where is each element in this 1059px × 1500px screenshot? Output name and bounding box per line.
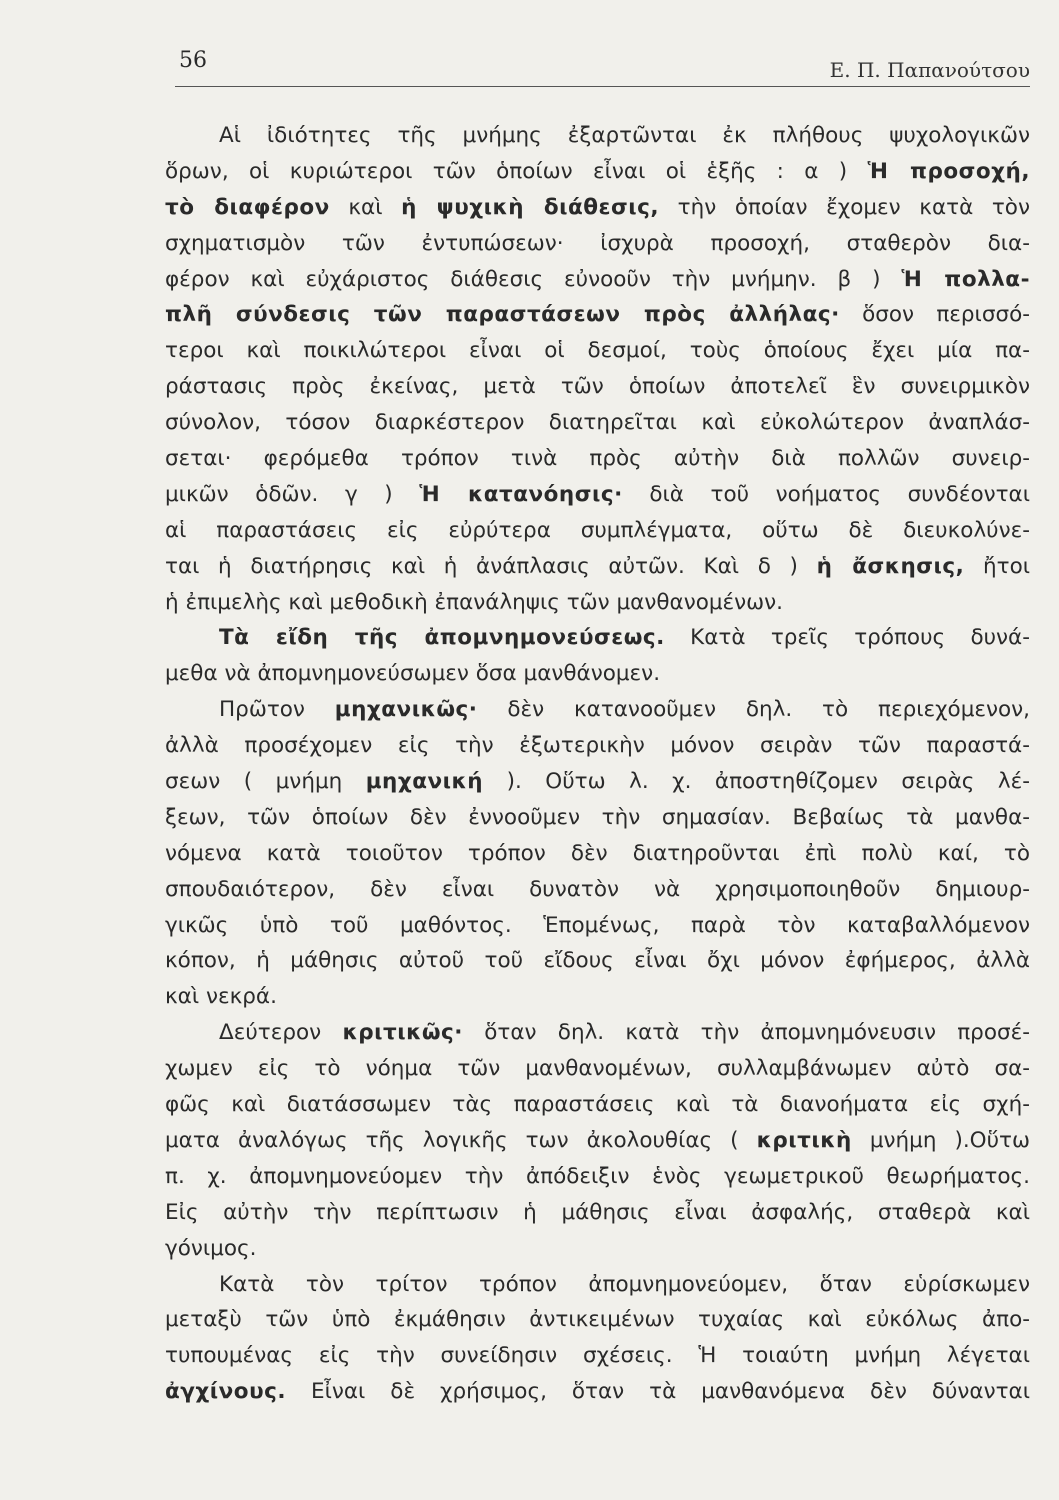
text-run: σεται· φερόμεθα τρόπον τινὰ πρὸς αὐτὴν διὰ πολλῶν συνειρ- <box>165 446 1030 472</box>
text-run: ἤτοι <box>964 553 1031 579</box>
text-line <box>165 656 1030 692</box>
text-run: Δεύτερον <box>219 1020 343 1046</box>
text-run: χωμεν εἰς τὸ νόημα τῶν μανθανομένων, συλλαμβάνωμεν αὐτὸ σα- <box>165 1056 1030 1082</box>
text-line <box>165 1374 1030 1410</box>
paragraph <box>165 1267 1030 1411</box>
text-line <box>165 1231 1030 1267</box>
text-line <box>165 800 1030 836</box>
text-line <box>165 118 1030 154</box>
text-run: καὶ νεκρά. <box>165 984 277 1010</box>
text-run: γόνιμος. <box>165 1235 257 1261</box>
text-line <box>165 154 1030 190</box>
text-run: αἱ παραστάσεις εἰς εὐρύτερα συμπλέγματα, οὕτω δὲ διευκολύνε- <box>165 517 1030 543</box>
text-line <box>165 764 1030 800</box>
text-run: τεροι καὶ ποικιλώτεροι εἶναι οἱ δεσμοί, τοὺς ὁποίους ἔχει μία πα- <box>165 338 1030 364</box>
paragraph <box>165 620 1030 692</box>
bold-term: ἡ ψυχικὴ διάθεσις, <box>401 194 660 220</box>
text-run: ὅσον περισσό- <box>839 302 1030 328</box>
text-line <box>165 1087 1030 1123</box>
text-run: σύνολον, τόσον διαρκέστερον διατηρεῖται καὶ εὐκολώτερον ἀναπλάσ- <box>165 410 1030 436</box>
text-run: π. χ. ἀπομνημονεύομεν τὴν ἀπόδειξιν ἑνὸς γεωμετρικοῦ θεωρήματος. <box>165 1163 1030 1189</box>
header-rule <box>175 86 1030 87</box>
page-number: 56 <box>179 48 207 73</box>
text-line <box>165 908 1030 944</box>
text-run: Κατὰ τρεῖς τρόπους δυνά- <box>664 625 1030 651</box>
text-line <box>165 943 1030 979</box>
bold-term: πλῆ σύνδεσις τῶν παραστάσεων πρὸς ἀλλήλας· <box>165 302 840 328</box>
text-line <box>165 620 1030 656</box>
text-run: τὴν ὁποίαν ἔχομεν κατὰ τὸν <box>659 194 1030 220</box>
text-line <box>165 513 1030 549</box>
text-line <box>165 549 1030 585</box>
text-line <box>165 728 1030 764</box>
text-run: σπουδαιότερον, δὲν εἶναι δυνατὸν νὰ χρησιμοποιηθοῦν δημιουρ- <box>165 876 1030 902</box>
text-run: ὅρων, οἱ κυριώτεροι τῶν ὁποίων εἶναι οἱ ἑξῆς : α ) <box>165 158 868 184</box>
bold-term: κριτικὴ <box>756 1127 852 1153</box>
text-line <box>165 585 1030 621</box>
text-line <box>165 1015 1030 1051</box>
text-run: Αἱ ἰδιότητες τῆς μνήμης ἐξαρτῶνται ἐκ πλήθους ψυχολογικῶν <box>219 123 1030 148</box>
body-text <box>165 118 1030 1410</box>
text-line <box>165 692 1030 728</box>
text-line <box>165 1195 1030 1231</box>
bold-term: τὸ διαφέρον <box>165 194 330 220</box>
text-line <box>165 1267 1030 1303</box>
text-run: Εἶναι δὲ χρήσιμος, ὅταν τὰ μανθανόμενα δὲν δύνανται <box>286 1379 1030 1405</box>
text-run: ται ἡ διατήρησις καὶ ἡ ἀνάπλασις αὐτῶν. Καὶ δ ) <box>165 553 817 579</box>
text-line <box>165 1123 1030 1159</box>
bold-term: Ἡ προσοχή, <box>867 158 1030 184</box>
running-head: Ε. Π. Παπανούτσου <box>829 58 1030 82</box>
text-run: γικῶς ὑπὸ τοῦ μαθόντος. Ἑπομένως, παρὰ τὸν καταβαλλόμενον <box>165 912 1030 938</box>
text-run: καὶ <box>329 194 402 220</box>
text-line <box>165 836 1030 872</box>
text-run: Κατὰ τὸν τρίτον τρόπον ἀπομνημονεύομεν, ὅταν εὑρίσκωμεν <box>219 1271 1030 1297</box>
text-run: μεταξὺ τῶν ὑπὸ ἐκμάθησιν ἀντικειμένων τυχαίας καὶ εὐκόλως ἀπο- <box>165 1307 1030 1333</box>
text-run: ματα ἀναλόγως τῆς λογικῆς των ἀκολουθίας ( <box>165 1127 757 1153</box>
text-line <box>165 369 1030 405</box>
text-line <box>165 1302 1030 1338</box>
bold-term: κριτικῶς· <box>342 1020 463 1046</box>
bold-term: ἀγχίνους. <box>165 1379 287 1405</box>
text-run: ἡ ἐπιμελὴς καὶ μεθοδικὴ ἐπανάληψις τῶν μανθανομένων. <box>165 589 784 615</box>
text-line <box>165 441 1030 477</box>
text-run: ξεων, τῶν ὁποίων δὲν ἐννοοῦμεν τὴν σημασίαν. Βεβαίως τὰ μανθα- <box>165 804 1030 830</box>
text-run: ). Οὕτω λ. χ. ἀποστηθίζομεν σειρὰς λέ- <box>483 769 1030 795</box>
text-line <box>165 226 1030 262</box>
text-run: διὰ τοῦ νοήματος συνδέονται <box>622 481 1030 507</box>
text-line <box>165 262 1030 298</box>
text-run: ὅταν δηλ. κατὰ τὴν ἀπομνημόνευσιν προσέ- <box>462 1020 1030 1046</box>
text-run: μικῶν ὁδῶν. γ ) <box>165 481 420 507</box>
bold-term: Τὰ εἴδη τῆς ἀπομνημονεύσεως. <box>219 625 665 651</box>
text-run: τυπουμένας εἰς τὴν συνείδησιν σχέσεις. Ἡ τοιαύτη μνήμη λέγεται <box>165 1343 1030 1369</box>
text-run: Πρῶτον <box>219 697 335 723</box>
text-run: φέρον καὶ εὐχάριστος διάθεσις εὐνοοῦν τὴν μνήμην. β ) <box>165 266 902 292</box>
text-run: κόπον, ἡ μάθησις αὐτοῦ τοῦ εἴδους εἶναι ὄχι μόνον ἐφήμερος, ἀλλὰ <box>165 948 1030 974</box>
text-run: σχηματισμὸν τῶν ἐντυπώσεων· ἰσχυρὰ προσοχή, σταθερὸν δια- <box>165 230 1030 256</box>
page-header <box>175 48 1030 94</box>
text-line <box>165 405 1030 441</box>
text-run: ἀλλὰ προσέχομεν εἰς τὴν ἐξωτερικὴν μόνον σειρὰν τῶν παραστά- <box>165 733 1030 759</box>
text-line <box>165 979 1030 1015</box>
text-line <box>165 190 1030 226</box>
bold-term: ἡ ἄσκησις, <box>816 553 965 579</box>
text-run: δὲν κατανοοῦμεν δηλ. τὸ περιεχόμενον, <box>477 697 1030 723</box>
text-line <box>165 872 1030 908</box>
bold-term: μηχανική <box>365 769 484 795</box>
text-run: νόμενα κατὰ τοιοῦτον τρόπον δὲν διατηροῦνται ἐπὶ πολὺ καί, τὸ <box>165 840 1030 866</box>
text-run: ράστασις πρὸς ἐκείνας, μετὰ τῶν ὁποίων ἀποτελεῖ ἓν συνειρμικὸν <box>165 374 1030 400</box>
text-line <box>165 477 1030 513</box>
text-run: σεων ( μνήμη <box>165 769 366 795</box>
bold-term: Ἡ πολλα- <box>901 266 1030 292</box>
paragraph <box>165 1015 1030 1266</box>
text-line <box>165 1338 1030 1374</box>
text-run: μεθα νὰ ἀπομνημονεύσωμεν ὅσα μανθάνομεν. <box>165 661 661 687</box>
text-line <box>165 1051 1030 1087</box>
bold-term: Ἡ κατανόησις· <box>419 481 623 507</box>
paragraph <box>165 118 1030 620</box>
bold-term: μηχανικῶς· <box>334 697 478 723</box>
paragraph <box>165 692 1030 1015</box>
text-line <box>165 333 1030 369</box>
text-run: Εἰς αὐτὴν τὴν περίπτωσιν ἡ μάθησις εἶναι ἀσφαλής, σταθερὰ καὶ <box>165 1199 1030 1225</box>
text-run: φῶς καὶ διατάσσωμεν τὰς παραστάσεις καὶ τὰ διανοήματα εἰς σχή- <box>165 1092 1030 1118</box>
text-line <box>165 297 1030 333</box>
text-line <box>165 1159 1030 1195</box>
text-run: μνήμη ).Οὕτω <box>851 1127 1030 1153</box>
